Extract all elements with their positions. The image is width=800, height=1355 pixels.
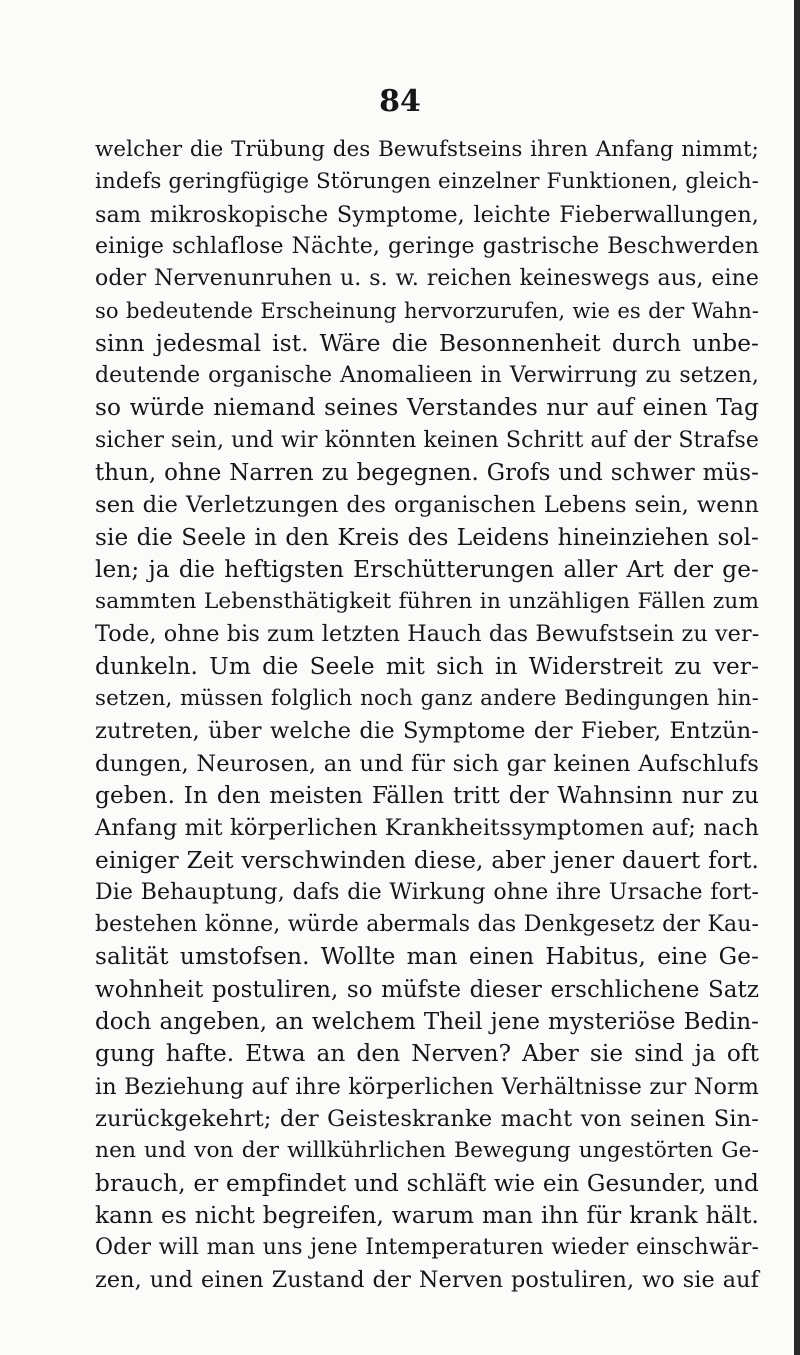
page-number: 84	[379, 84, 421, 119]
text-line: wohnheit postuliren, so müfste dieser erschlichene Satz	[95, 976, 759, 1003]
text-line: sie die Seele in den Kreis des Leidens hineinziehen sol-	[95, 523, 759, 551]
text-line: deutende organische Anomalieen in Verwirrung zu setzen,	[95, 363, 759, 389]
text-line: sammten Lebensthätigkeit führen in unzähligen Fällen zum	[95, 589, 759, 615]
text-line: zen, und einen Zustand der Nerven postuliren, wo sie auf	[95, 1267, 759, 1294]
text-line: nen und von der willkührlichen Bewegung ungestörten Ge-	[95, 1138, 759, 1164]
text-line: Tode, ohne bis zum letzten Hauch das Bewufstsein zu ver-	[95, 621, 760, 648]
text-line: sam mikroskopische Symptome, leichte Fieberwallungen,	[95, 201, 759, 228]
text-line: indefs geringfügige Störungen einzelner Funktionen, gleich-	[95, 169, 759, 195]
text-line: sinn jedesmal ist. Wäre die Besonnenheit durch unbe-	[95, 329, 759, 357]
text-line: kann es nicht begreifen, warum man ihn für krank hält.	[95, 1201, 759, 1229]
text-line: einige schlaflose Nächte, geringe gastrische Beschwerden	[95, 233, 759, 259]
text-line: oder Nervenunruhen u. s. w. reichen keineswegs aus, eine	[95, 266, 759, 292]
text-line: Oder will man uns jene Intemperaturen wieder einschwär-	[95, 1235, 759, 1261]
text-line: gung hafte. Etwa an den Nerven? Aber sie sind ja oft	[95, 1040, 759, 1068]
text-line: so bedeutende Erscheinung hervorzurufen, wie es der Wahn-	[95, 298, 759, 324]
text-line: dunkeln. Um die Seele mit sich in Widerstreit zu ver-	[95, 652, 759, 680]
text-line: so würde niemand seines Verstandes nur auf einen Tag	[95, 394, 759, 422]
text-line: dungen, Neurosen, an und für sich gar keinen Aufschlufs	[95, 750, 759, 777]
body-text	[95, 134, 759, 1297]
text-line: bestehen könne, würde abermals das Denkgesetz der Kau-	[95, 912, 759, 938]
text-line: Die Behauptung, dafs die Wirkung ohne ihre Ursache fort-	[95, 879, 759, 905]
text-line: zurückgekehrt; der Geisteskranke macht von seinen Sin-	[95, 1105, 759, 1132]
text-line: sen die Verletzungen des organischen Lebens sein, wenn	[95, 492, 759, 519]
text-line: geben. In den meisten Fällen tritt der Wahnsinn nur zu	[95, 781, 759, 809]
text-line: setzen, müssen folglich noch ganz andere Bedingungen hin-	[95, 686, 759, 712]
text-line: in Beziehung auf ihre körperlichen Verhältnisse zur Norm	[95, 1073, 759, 1100]
page-edge	[794, 0, 800, 1355]
text-line: zutreten, über welche die Symptome der Fieber, Entzün-	[95, 718, 759, 745]
text-line: salität umstofsen. Wollte man einen Habitus, eine Ge-	[95, 943, 759, 971]
text-line: welcher die Trübung des Bewufstseins ihren Anfang nimmt;	[95, 137, 759, 162]
text-line: thun, ohne Narren zu begegnen. Grofs und schwer müs-	[95, 459, 759, 486]
text-line: Anfang mit körperlichen Krankheitssymptomen auf; nach	[95, 815, 759, 842]
text-line: sicher sein, und wir könnten keinen Schritt auf der Strafse	[95, 427, 760, 453]
text-line: brauch, er empfindet und schläft wie ein Gesunder, und	[95, 1169, 759, 1197]
text-line: einiger Zeit verschwinden diese, aber jener dauert fort.	[95, 846, 759, 874]
text-line: doch angeben, an welchem Theil jene mysteriöse Bedin-	[95, 1009, 759, 1036]
text-line: len; ja die heftigsten Erschütterungen aller Art der ge-	[95, 555, 759, 583]
